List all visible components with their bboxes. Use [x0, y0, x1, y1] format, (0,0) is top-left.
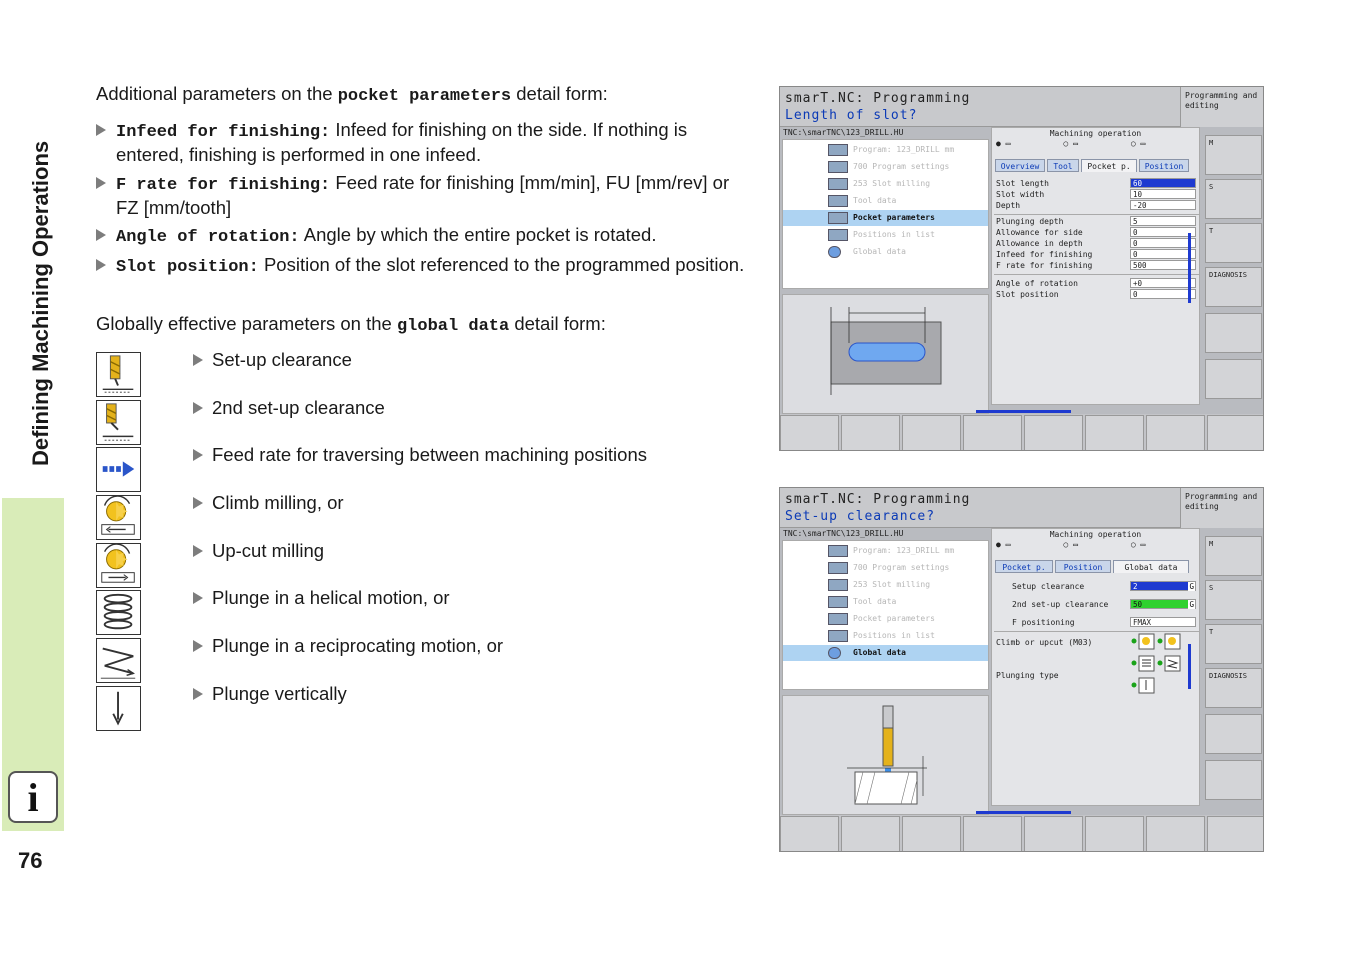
- bullet-item: Angle of rotation: Angle by which the entire pocket is rotated.: [96, 224, 756, 249]
- chapter-title: Defining Machining Operations: [28, 140, 53, 466]
- softkey[interactable]: [963, 816, 1022, 852]
- mode-label: Programming and editing: [1180, 488, 1264, 528]
- bullet-item: F rate for finishing: Feed rate for finishing [mm/min], FU [mm/rev] or FZ [mm/tooth]: [96, 172, 756, 219]
- global-data-form: Machining operation ● ▭ ○ ▭ ○ ▭ Pocket p. Position Global data Setup clearance 2 G 2nd set-up clearance 50 G F positioning FMAX Climb or upcut (M03) Plunging type: [991, 528, 1200, 806]
- tab-position[interactable]: Position: [1139, 159, 1189, 172]
- icon-item-text: Plunge in a helical motion, or: [193, 587, 450, 609]
- second-setup-clearance-icon: [96, 400, 141, 445]
- slot-length-input[interactable]: 60: [1130, 178, 1196, 188]
- tree-item[interactable]: Tool data: [783, 594, 988, 610]
- file-path: TNC:\smarTNC\123_DRILL.HU: [783, 529, 904, 538]
- tree-item[interactable]: Tool data: [783, 193, 988, 209]
- slot-width-input[interactable]: 10: [1130, 189, 1196, 199]
- slot-position-input[interactable]: 0: [1130, 289, 1196, 299]
- softkey[interactable]: [841, 816, 900, 852]
- pocket-icon: [828, 212, 848, 224]
- tree-item[interactable]: 700 Program settings: [783, 560, 988, 576]
- allowance-depth-input[interactable]: 0: [1130, 238, 1196, 248]
- softkey[interactable]: [1207, 816, 1264, 852]
- globe-icon: [828, 647, 841, 659]
- settings-icon: [828, 161, 848, 173]
- field-slot-width: Slot width 10: [996, 189, 1196, 200]
- vertical-plunge-icon: [96, 686, 141, 731]
- reciprocating-plunge-icon: [96, 638, 141, 683]
- vertical-softkeys: [1203, 129, 1264, 414]
- divider: [994, 214, 1199, 215]
- scrollbar[interactable]: [1188, 644, 1191, 689]
- field-depth: Depth -20: [996, 200, 1196, 211]
- tree-item[interactable]: Positions in list: [783, 227, 988, 243]
- setup-clearance-icon: [96, 352, 141, 397]
- field-climb-upcut: Climb or upcut (M03): [996, 638, 1093, 647]
- screenshot-global-data: [779, 487, 1264, 852]
- screen-header: smarT.NC: Programming Length of slot?: [780, 87, 1180, 127]
- milling-option-icons[interactable]: [1130, 633, 1190, 697]
- tree-item[interactable]: 253 Slot milling: [783, 176, 988, 192]
- softkey[interactable]: [963, 415, 1022, 451]
- bullet-item: Infeed for finishing: Infeed for finishing on the side. If nothing is entered, finishing is performed in one infeed.: [96, 119, 756, 166]
- settings-icon: [828, 562, 848, 574]
- progress-bar: [976, 811, 1071, 814]
- progress-bar: [976, 410, 1071, 413]
- tab-global-data[interactable]: Global data: [1113, 560, 1189, 573]
- icon-item-text: Up-cut milling: [193, 540, 324, 562]
- page-number: 76: [18, 848, 43, 873]
- softkey-blank[interactable]: [1205, 313, 1262, 353]
- tab-pocket-parameters[interactable]: Pocket p.: [1081, 159, 1137, 172]
- softkey[interactable]: [1024, 816, 1083, 852]
- bullet-arrow-icon: [193, 354, 203, 366]
- program-icon: [828, 144, 848, 156]
- helical-plunge-icon: [96, 590, 141, 635]
- field-plunging-type: Plunging type: [996, 671, 1059, 680]
- tree-item[interactable]: 700 Program settings: [783, 159, 988, 175]
- bullet-arrow-icon: [96, 229, 106, 241]
- softkey-blank[interactable]: [1205, 714, 1262, 754]
- operation-radio-group[interactable]: ● ▭ ○ ▭ ○ ▭: [996, 139, 1146, 148]
- tab-overview[interactable]: Overview: [995, 159, 1045, 172]
- softkey-blank[interactable]: [1205, 760, 1262, 800]
- operation-radio-group[interactable]: ● ▭ ○ ▭ ○ ▭: [996, 540, 1146, 549]
- field-slot-length: Slot length 60: [996, 178, 1196, 189]
- angle-rotation-input[interactable]: +0: [1130, 278, 1196, 288]
- icon-item-text: Set-up clearance: [193, 349, 352, 371]
- softkey-t[interactable]: T: [1205, 223, 1262, 263]
- tool-icon: [828, 596, 848, 608]
- softkey-diagnosis[interactable]: DIAGNOSIS: [1205, 668, 1262, 708]
- tree-item[interactable]: Program: 123_DRILL mm: [783, 142, 988, 158]
- bullet-item: Slot position: Position of the slot referenced to the programmed position.: [96, 254, 756, 279]
- allowance-side-input[interactable]: 0: [1130, 227, 1196, 237]
- screen-header: smarT.NC: Programming Set-up clearance?: [780, 488, 1180, 528]
- global-intro-paragraph: Globally effective parameters on the global data detail form:: [96, 313, 606, 336]
- softkey-s[interactable]: S: [1205, 580, 1262, 620]
- softkey[interactable]: [902, 816, 961, 852]
- bullet-arrow-icon: [96, 124, 106, 136]
- slot-icon: [828, 178, 848, 190]
- f-positioning-input[interactable]: FMAX: [1130, 617, 1196, 627]
- slot-preview: [782, 294, 989, 414]
- softkey[interactable]: [1085, 816, 1144, 852]
- up-cut-milling-icon: [96, 543, 141, 588]
- tab-pocket-parameters[interactable]: Pocket p.: [995, 560, 1053, 573]
- softkey-blank[interactable]: [1205, 359, 1262, 399]
- softkey[interactable]: [1146, 816, 1205, 852]
- softkey[interactable]: [780, 415, 839, 451]
- icon-item-text: Plunge in a reciprocating motion, or: [193, 635, 503, 657]
- divider: [994, 274, 1199, 275]
- climb-milling-icon: [96, 495, 141, 540]
- pocket-parameters-form: Machining operation ● ▭ ○ ▭ ○ ▭ Overview Tool Pocket p. Position Slot length 60 Slot width 10 Depth -20 Plunging depth 5 Allowance for side 0 Allowance in depth 0 Infeed for finishing 0 F rate for finishing 500 Angle of rotation +0 Slot position 0: [991, 127, 1200, 405]
- infeed-finishing-input[interactable]: 0: [1130, 249, 1196, 259]
- bullet-arrow-icon: [193, 640, 203, 652]
- intro-paragraph: Additional parameters on the pocket parameters detail form:: [96, 83, 608, 106]
- scrollbar[interactable]: [1188, 233, 1191, 303]
- bullet-arrow-icon: [96, 259, 106, 271]
- icon-item-text: Feed rate for traversing between machining positions: [193, 444, 647, 466]
- softkey[interactable]: [1207, 415, 1264, 451]
- tree-item-selected[interactable]: Pocket parameters: [783, 210, 988, 226]
- field-slot-position: Slot position 0: [996, 289, 1196, 300]
- horizontal-softkeys: [780, 815, 1264, 852]
- softkey[interactable]: [780, 816, 839, 852]
- program-tree: [782, 540, 989, 690]
- mode-label: Programming and editing: [1180, 87, 1264, 127]
- setup-clearance-input[interactable]: 2 G: [1130, 581, 1196, 591]
- tree-item[interactable]: Pocket parameters: [783, 611, 988, 627]
- bullet-arrow-icon: [193, 545, 203, 557]
- tree-item[interactable]: Program: 123_DRILL mm: [783, 543, 988, 559]
- softkey-t[interactable]: T: [1205, 624, 1262, 664]
- positions-icon: [828, 229, 848, 241]
- bullet-arrow-icon: [193, 449, 203, 461]
- softkey[interactable]: [1146, 415, 1205, 451]
- bullet-arrow-icon: [96, 177, 106, 189]
- depth-input[interactable]: -20: [1130, 200, 1196, 210]
- tree-item[interactable]: Global data: [783, 244, 988, 260]
- horizontal-softkeys: [780, 414, 1264, 451]
- softkey-diagnosis[interactable]: DIAGNOSIS: [1205, 267, 1262, 307]
- softkey-m[interactable]: M: [1205, 536, 1262, 576]
- field-allowance-side: Allowance for side 0: [996, 227, 1196, 238]
- divider: [994, 631, 1199, 632]
- softkey[interactable]: [841, 415, 900, 451]
- feed-rate-positioning-icon: [96, 447, 141, 492]
- slot-icon: [828, 579, 848, 591]
- tab-position[interactable]: Position: [1055, 560, 1111, 573]
- program-icon: [828, 545, 848, 557]
- icon-item-text: Plunge vertically: [193, 683, 347, 705]
- positions-icon: [828, 630, 848, 642]
- bullet-arrow-icon: [193, 592, 203, 604]
- icon-item-text: Climb milling, or: [193, 492, 344, 514]
- plunging-depth-input[interactable]: 5: [1130, 216, 1196, 226]
- second-setup-clearance-input[interactable]: 50 G: [1130, 599, 1196, 609]
- tree-item[interactable]: Positions in list: [783, 628, 988, 644]
- field-f-rate-finishing: F rate for finishing 500: [996, 260, 1196, 271]
- field-infeed-finishing: Infeed for finishing 0: [996, 249, 1196, 260]
- field-angle-rotation: Angle of rotation +0: [996, 278, 1196, 289]
- drill-preview: [782, 695, 989, 815]
- softkey[interactable]: [1085, 415, 1144, 451]
- f-rate-finishing-input[interactable]: 500: [1130, 260, 1196, 270]
- tool-icon: [828, 195, 848, 207]
- screenshot-pocket-parameters: [779, 86, 1264, 451]
- bullet-arrow-icon: [193, 402, 203, 414]
- file-path: TNC:\smarTNC\123_DRILL.HU: [783, 128, 904, 137]
- bullet-arrow-icon: [193, 497, 203, 509]
- field-setup-clearance: Setup clearance 2 G: [1012, 582, 1194, 591]
- pocket-icon: [828, 613, 848, 625]
- field-allowance-depth: Allowance in depth 0: [996, 238, 1196, 249]
- tree-item-selected[interactable]: Global data: [783, 645, 988, 661]
- info-icon: i: [8, 771, 58, 823]
- tab-tool[interactable]: Tool: [1047, 159, 1079, 172]
- softkey[interactable]: [1024, 415, 1083, 451]
- globe-icon: [828, 246, 841, 258]
- program-tree: [782, 139, 989, 289]
- field-second-setup-clearance: 2nd set-up clearance 50 G: [1012, 600, 1194, 609]
- field-plunging-depth: Plunging depth 5: [996, 216, 1196, 227]
- field-f-positioning: F positioning FMAX: [996, 617, 1196, 628]
- vertical-softkeys: [1203, 530, 1264, 815]
- softkey-s[interactable]: S: [1205, 179, 1262, 219]
- global-keyword: global data: [396, 317, 510, 336]
- icon-item-text: 2nd set-up clearance: [193, 397, 385, 419]
- tree-item[interactable]: 253 Slot milling: [783, 577, 988, 593]
- softkey-m[interactable]: M: [1205, 135, 1262, 175]
- bullet-arrow-icon: [193, 688, 203, 700]
- intro-keyword: pocket parameters: [337, 87, 512, 106]
- softkey[interactable]: [902, 415, 961, 451]
